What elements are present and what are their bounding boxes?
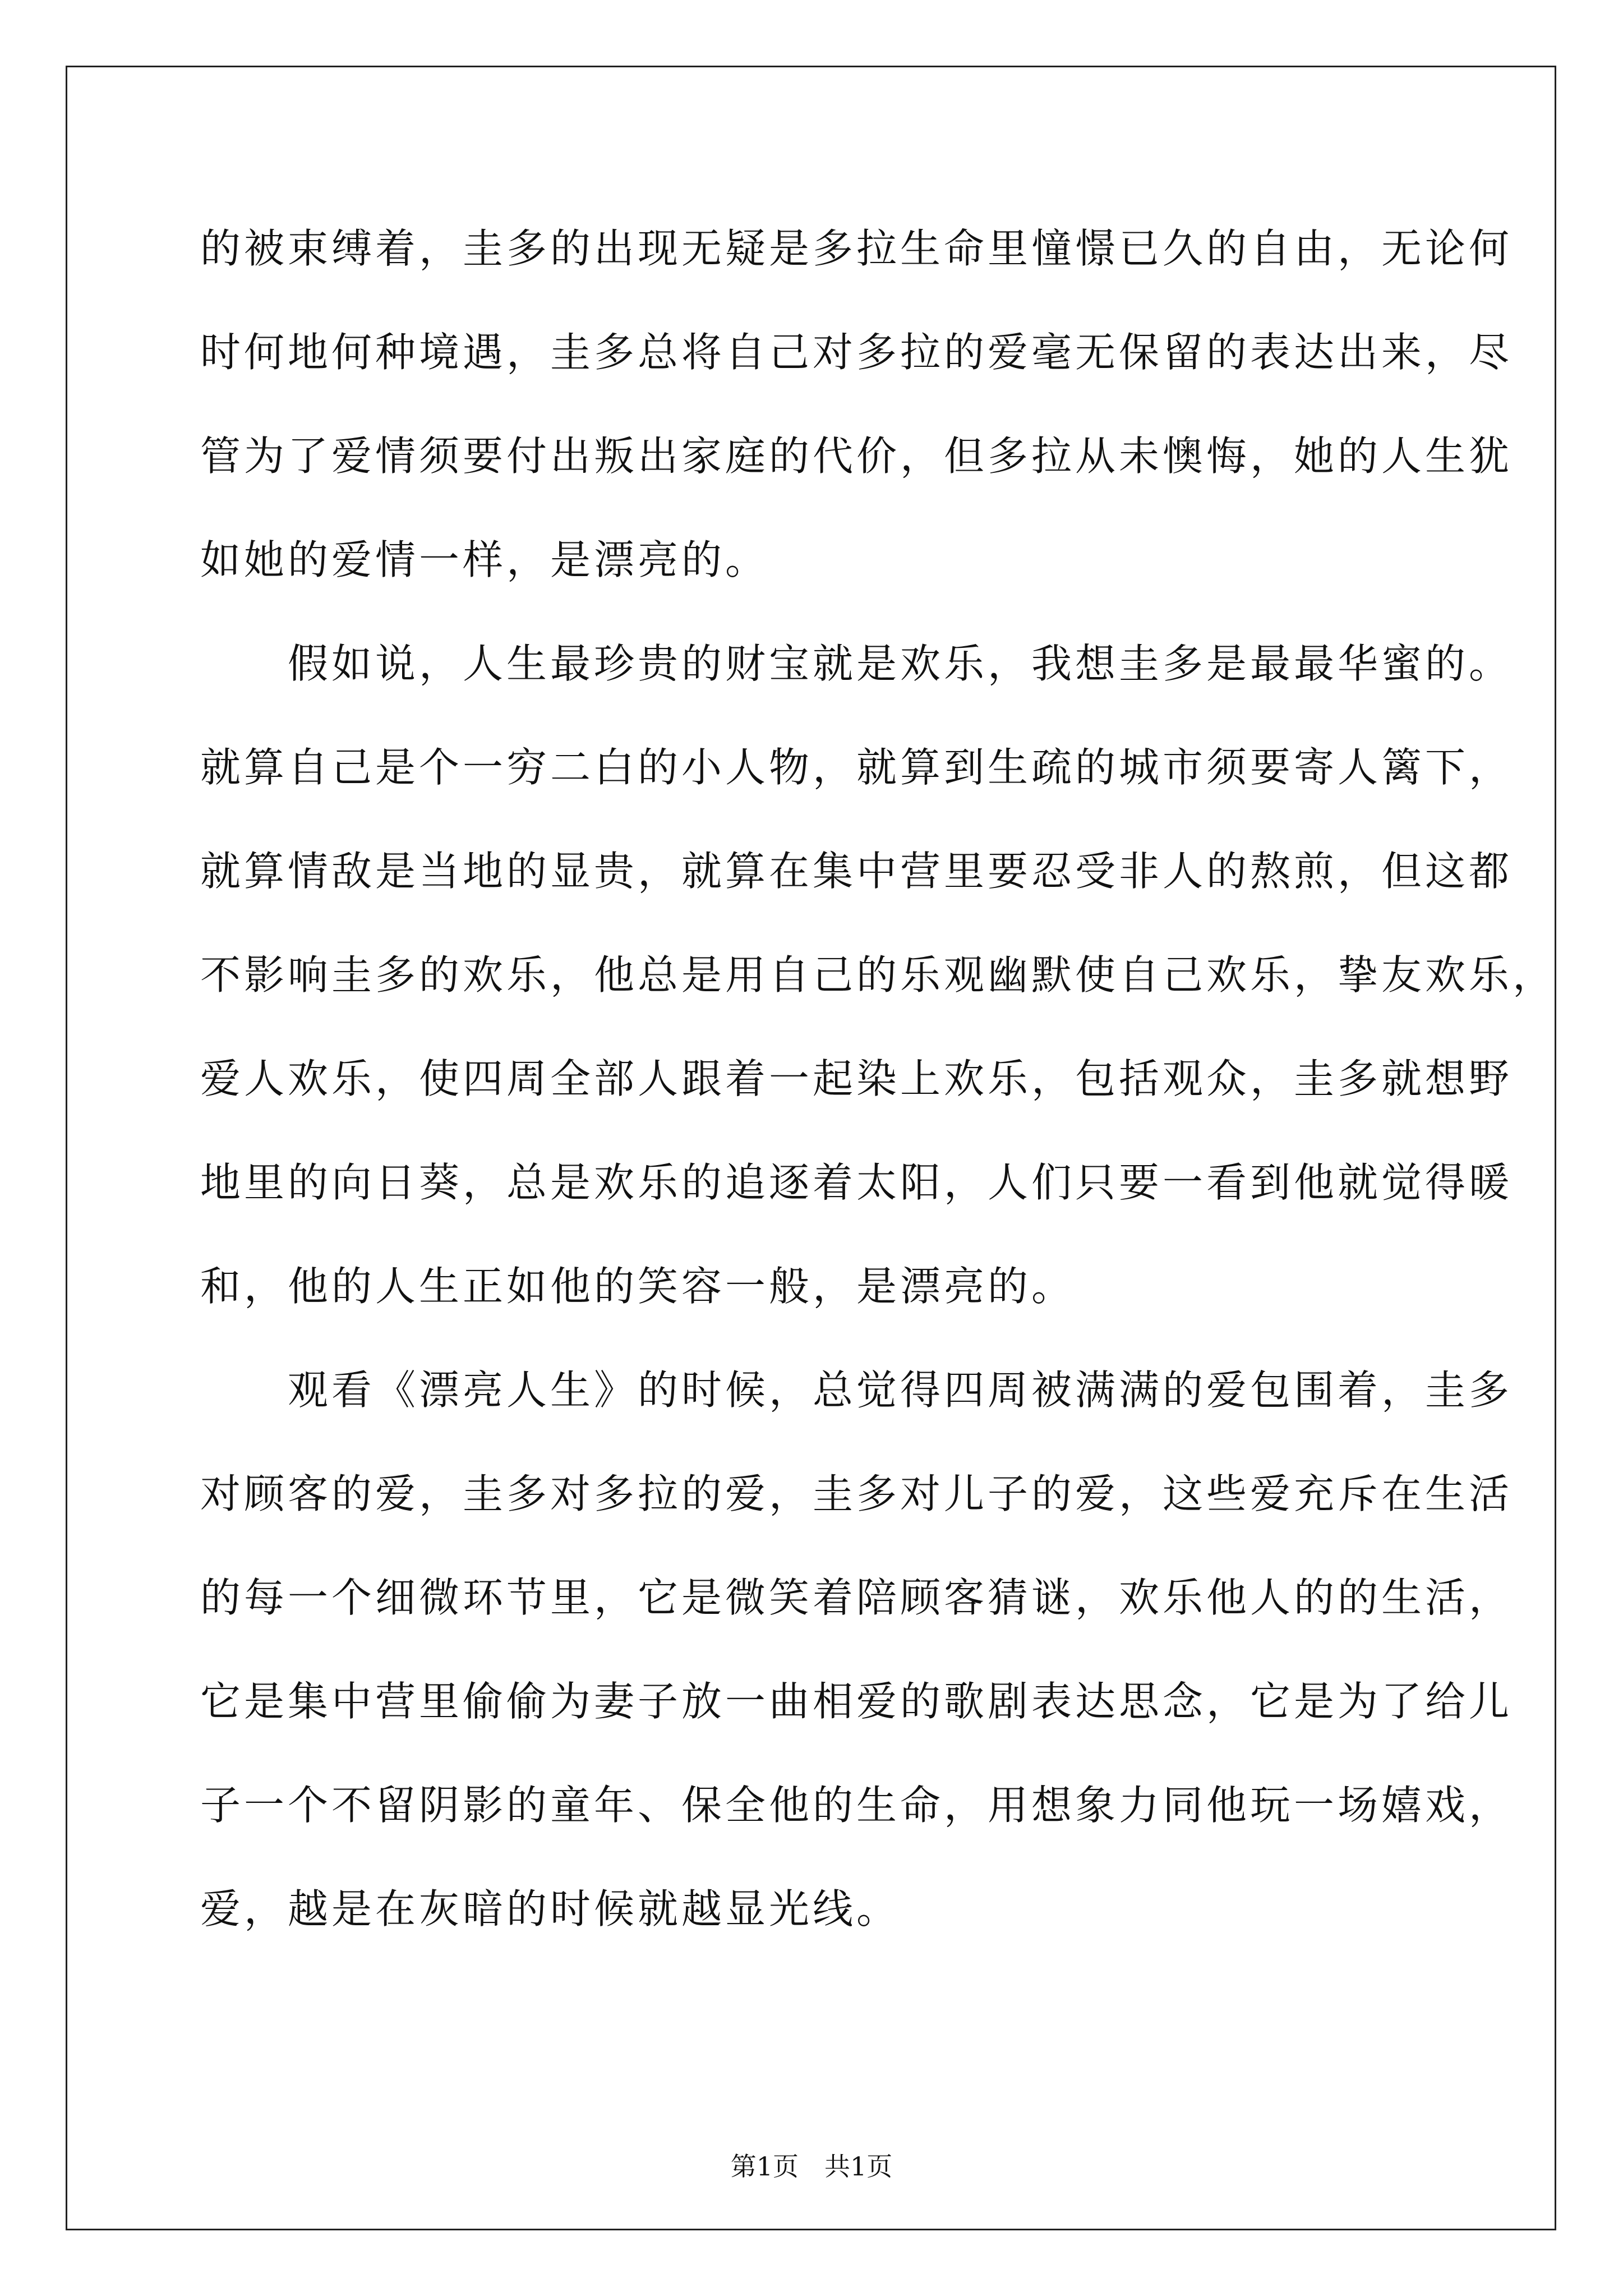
text-line: 时何地何种境遇，圭多总将自己对多拉的爱毫无保留的表达出来，尽 [200,329,1513,376]
text-line: 就算情敌是当地的显贵，就算在集中营里要忍受非人的熬煎，但这都 [200,848,1513,895]
paragraph-start-line: 假如说，人生最珍贵的财宝就是欢乐，我想圭多是最最华蜜的。 [200,640,1513,687]
text-line: 对顾客的爱，圭多对多拉的爱，圭多对儿子的爱，这些爱充斥在生活 [200,1470,1513,1517]
text-line: 如她的爱情一样，是漂亮的。 [200,536,769,583]
text-line: 地里的向日葵，总是欢乐的追逐着太阳，人们只要一看到他就觉得暖 [200,1159,1513,1206]
text-line: 的被束缚着，圭多的出现无疑是多拉生命里憧憬已久的自由，无论何 [200,225,1513,272]
text-line: 管为了爱情须要付出叛出家庭的代价，但多拉从未懊悔，她的人生犹 [200,432,1513,480]
text-line: 和，他的人生正如他的笑容一般，是漂亮的。 [200,1263,1076,1310]
text-line: 的每一个细微环节里，它是微笑着陪顾客猜谜，欢乐他人的的生活， [200,1574,1513,1621]
text-line: 不影响圭多的欢乐，他总是用自己的乐观幽默使自己欢乐，挚友欢乐， [200,951,1557,999]
page-number-footer: 第1页 共1页 [730,2151,893,2182]
text-line: 爱，越是在灰暗的时候就越显光线。 [200,1885,901,1932]
paragraph-start-line: 观看《漂亮人生》的时候，总觉得四周被满满的爱包围着，圭多 [200,1366,1513,1414]
text-line: 它是集中营里偷偷为妻子放一曲相爱的歌剧表达思念，它是为了给儿 [200,1678,1513,1725]
text-line: 爱人欢乐，使四周全部人跟着一起染上欢乐，包括观众，圭多就想野 [200,1055,1513,1102]
text-line: 就算自己是个一穷二白的小人物，就算到生疏的城市须要寄人篱下， [200,744,1513,791]
text-line: 子一个不留阴影的童年、保全他的生命，用想象力同他玩一场嬉戏， [200,1782,1513,1829]
